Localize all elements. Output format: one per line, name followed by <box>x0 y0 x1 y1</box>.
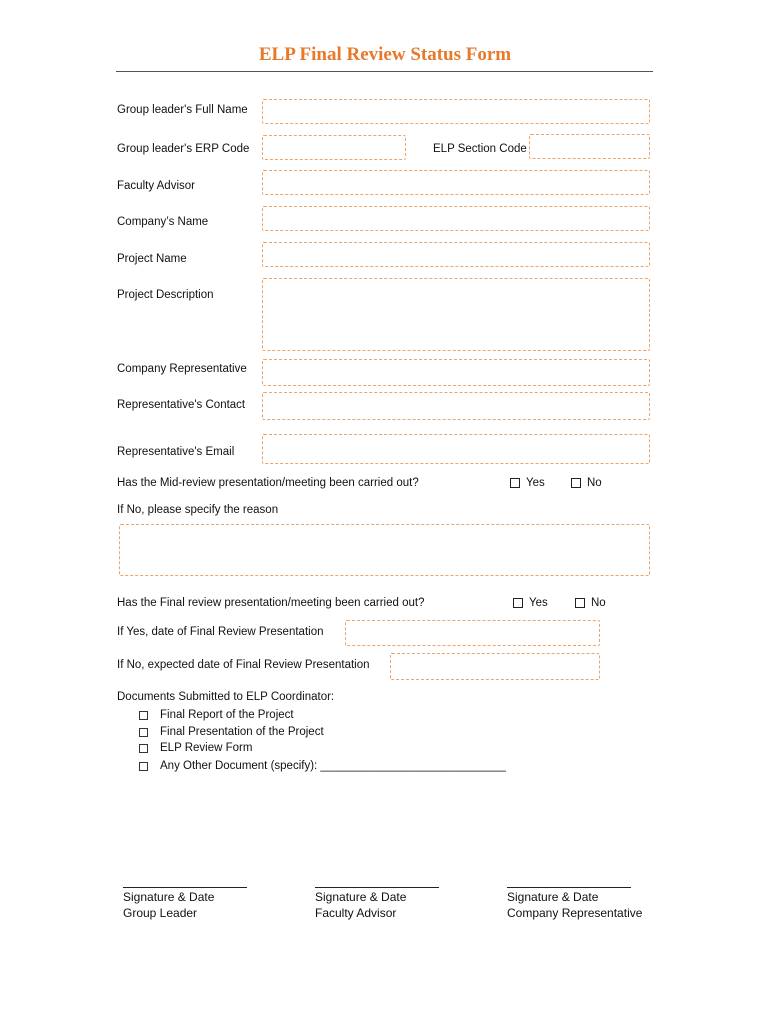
faculty-advisor-label: Faculty Advisor <box>117 180 195 192</box>
final-review-yes-checkbox[interactable] <box>513 598 523 608</box>
signature-line-company-rep <box>507 887 631 888</box>
signature-line-faculty-advisor <box>315 887 439 888</box>
rep-contact-label: Representative's Contact <box>117 399 246 411</box>
doc-review-form-label: ELP Review Form <box>160 742 253 754</box>
group-leader-name-label: Group leader's Full Name <box>117 104 248 116</box>
final-date-no-input[interactable] <box>390 653 600 680</box>
doc-final-report-checkbox[interactable] <box>139 711 148 720</box>
doc-final-presentation-label: Final Presentation of the Project <box>160 726 324 738</box>
signature-group-leader-line1: Signature & Date <box>123 890 215 904</box>
documents-heading: Documents Submitted to ELP Coordinator: <box>117 691 335 703</box>
doc-final-presentation-checkbox[interactable] <box>139 728 148 737</box>
signature-company-rep-line1: Signature & Date <box>507 890 599 904</box>
mid-review-yes-checkbox[interactable] <box>510 478 520 488</box>
project-name-label: Project Name <box>117 253 187 265</box>
signature-faculty-advisor-line1: Signature & Date <box>315 890 407 904</box>
company-rep-input[interactable] <box>262 359 650 386</box>
mid-review-question: Has the Mid-review presentation/meeting been carried out? <box>117 477 419 489</box>
project-name-input[interactable] <box>262 242 650 267</box>
rep-email-input[interactable] <box>262 434 650 464</box>
title-divider <box>116 71 653 72</box>
final-date-yes-input[interactable] <box>345 620 600 646</box>
doc-other-checkbox[interactable] <box>139 762 148 771</box>
final-review-yes-label: Yes <box>529 597 548 609</box>
rep-contact-input[interactable] <box>262 392 650 420</box>
signature-company-rep-line2: Company Representative <box>507 906 643 920</box>
rep-email-label: Representative's Email <box>117 446 235 458</box>
doc-review-form-checkbox[interactable] <box>139 744 148 753</box>
signature-faculty-advisor-line2: Faculty Advisor <box>315 906 397 920</box>
signature-group-leader-line2: Group Leader <box>123 906 198 920</box>
mid-review-reason-input[interactable] <box>119 524 650 576</box>
company-name-input[interactable] <box>262 206 650 231</box>
section-code-label: ELP Section Code <box>433 143 527 155</box>
mid-review-no-checkbox[interactable] <box>571 478 581 488</box>
mid-review-yes-label: Yes <box>526 477 545 489</box>
doc-other-label: Any Other Document (specify): _____________________________ <box>160 760 506 772</box>
doc-final-report-label: Final Report of the Project <box>160 709 294 721</box>
company-rep-label: Company Representative <box>117 363 247 375</box>
faculty-advisor-input[interactable] <box>262 170 650 195</box>
erp-code-input[interactable] <box>262 135 406 160</box>
project-description-label: Project Description <box>117 289 214 301</box>
signature-line-group-leader <box>123 887 247 888</box>
final-review-question: Has the Final review presentation/meeting been carried out? <box>117 597 425 609</box>
section-code-input[interactable] <box>529 134 650 159</box>
final-date-yes-label: If Yes, date of Final Review Presentation <box>117 626 324 638</box>
mid-review-no-label: No <box>587 477 602 489</box>
form-title: ELP Final Review Status Form <box>258 44 512 65</box>
group-leader-name-input[interactable] <box>262 99 650 124</box>
final-date-no-label: If No, expected date of Final Review Presentation <box>117 659 370 671</box>
erp-code-label: Group leader's ERP Code <box>117 143 250 155</box>
mid-review-reason-label: If No, please specify the reason <box>117 504 279 516</box>
final-review-no-label: No <box>591 597 606 609</box>
company-name-label: Company’s Name <box>117 216 209 228</box>
final-review-no-checkbox[interactable] <box>575 598 585 608</box>
project-description-input[interactable] <box>262 278 650 351</box>
